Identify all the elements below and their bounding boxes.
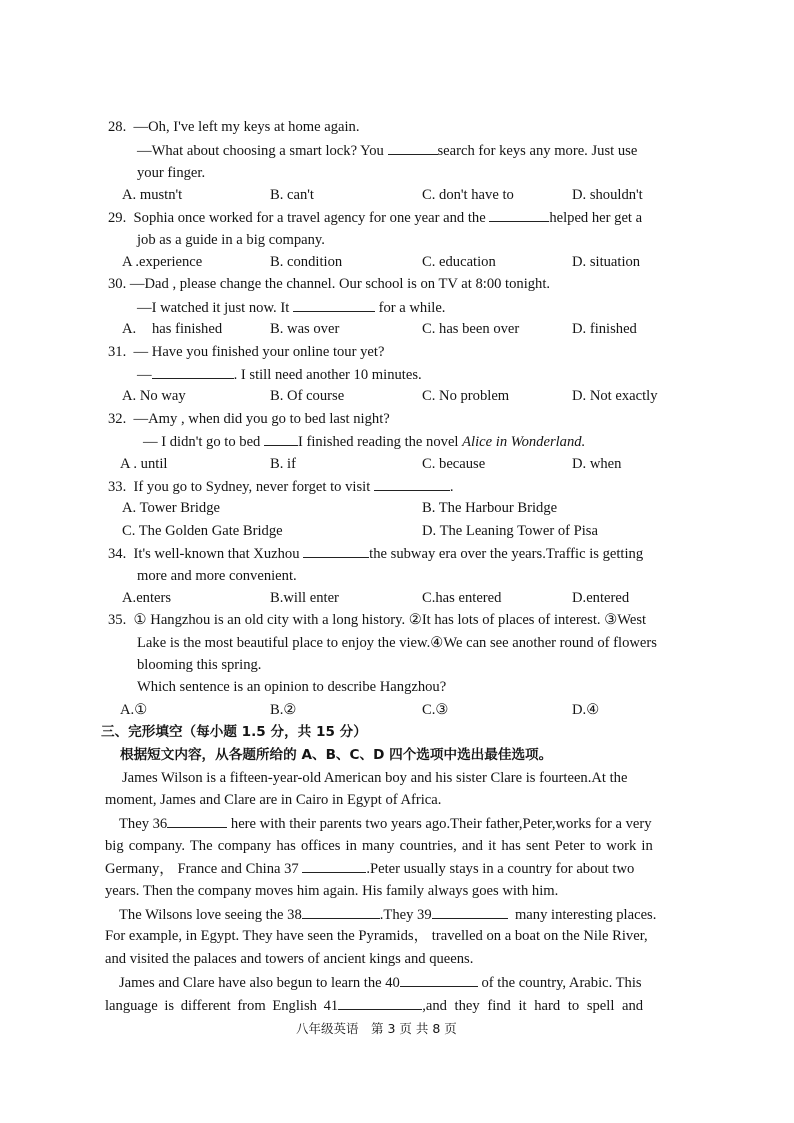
question-31-option-b: B. Of course [270, 388, 345, 404]
question-33-option-c: C. The Golden Gate Bridge [122, 523, 283, 539]
question-35-line-1: 35. ① Hangzhou is an old city with a long history. ②It has lots of places of interest. ③West [108, 612, 647, 628]
question-29-option-a: A .experience [122, 254, 203, 270]
question-32-option-b: B. if [270, 456, 296, 472]
answer-blank [264, 432, 298, 446]
question-32-option-d: D. when [572, 456, 622, 472]
passage-p4-line-1: James and Clare have also begun to learn the 40 of the country, Arabic. This [119, 975, 642, 991]
section-3-instruction: 根据短文内容，从各题所给的 A、B、C、D 四个选项中选出最佳选项。 [120, 747, 553, 763]
question-35-option-c: C.③ [422, 702, 449, 718]
question-34-option-a: A.enters [122, 590, 172, 606]
question-33-option-d: D. The Leaning Tower of Pisa [422, 523, 598, 539]
question-29-option-d: D. situation [572, 254, 641, 270]
question-34-line-1: 34. It's well-known that Xuzhou the subway era over the years.Traffic is getting [108, 546, 644, 562]
question-30-option-c: C. has been over [422, 321, 520, 337]
question-31-option-a: A. No way [122, 388, 186, 404]
question-34-option-c: C.has entered [422, 590, 502, 606]
question-29-line-2: job as a guide in a big company. [137, 232, 325, 248]
question-33-option-a: A. Tower Bridge [122, 500, 221, 516]
question-30-option-a: has finished [152, 321, 223, 337]
question-31-line-1: 31. — Have you finished your online tour yet? [108, 344, 385, 360]
answer-blank [388, 141, 438, 155]
question-33-line-1: 33. If you go to Sydney, never forget to visit . [108, 479, 454, 495]
answer-blank [302, 859, 366, 873]
passage-p3-line-2: For example, in Egypt. They have seen the Pyramids， travelled on a boat on the Nile River, [105, 928, 648, 944]
question-35-option-b: B.② [270, 702, 297, 718]
question-28-option-d: D. shouldn't [572, 187, 643, 203]
passage-p4-line-2: language is different from English 41 ,and they find it hard to spell and [105, 998, 644, 1014]
question-30-option-b: B. was over [270, 321, 340, 337]
answer-blank [400, 973, 478, 987]
passage-p2-line-1: They 36 here with their parents two years ago.Their father,Peter,works for a very [119, 816, 652, 832]
question-29-line-1: 29. Sophia once worked for a travel agency for one year and the helped her get a [108, 210, 643, 226]
question-32-option-a: A . until [120, 456, 168, 472]
question-29-option-b: B. condition [270, 254, 343, 270]
question-32-line-1: 32. —Amy , when did you go to bed last night? [108, 411, 390, 427]
answer-blank [374, 477, 450, 491]
question-32-option-c: C. because [422, 456, 486, 472]
question-35-line-2: Lake is the most beautiful place to enjoy the view.④We can see another round of flowers [137, 635, 657, 651]
answer-blank [293, 298, 375, 312]
question-30-line-2: —I watched it just now. It for a while. [137, 300, 446, 316]
question-34-option-d: D.entered [572, 590, 630, 606]
page-footer: 八年级英语 第 3 页 共 8 页 [296, 1021, 457, 1036]
passage-p2-line-2: big company. The company has offices in many countries, and it has sent Peter to work in [105, 838, 653, 854]
section-3-heading: 三、完形填空（每小题 1.5 分，共 15 分） [101, 724, 367, 740]
question-35-line-4: Which sentence is an opinion to describe Hangzhou? [137, 679, 447, 695]
answer-blank [302, 905, 380, 919]
passage-p1-line-1: James Wilson is a fifteen-year-old American boy and his sister Clare is fourteen.At the [122, 770, 628, 786]
question-30-line-1: 30. —Dad , please change the channel. Our school is on TV at 8:00 tonight. [108, 276, 551, 292]
question-28-option-a: A. mustn't [122, 187, 183, 203]
answer-blank [167, 814, 227, 828]
answer-blank [152, 365, 234, 379]
passage-p2-line-3: Germany， France and China 37 .Peter usually stays in a country for about two [105, 861, 635, 877]
question-31-option-d: D. Not exactly [572, 388, 658, 404]
question-34-line-2: more and more convenient. [137, 568, 297, 584]
passage-p2-line-4: years. Then the company moves him again. His family always goes with him. [105, 883, 559, 899]
question-28-line-2: —What about choosing a smart lock? You search for keys any more. Just use [137, 143, 638, 159]
question-35-option-a: A.① [120, 702, 148, 718]
question-28-line-3: your finger. [137, 165, 206, 181]
question-31-option-c: C. No problem [422, 388, 510, 404]
question-33-option-b: B. The Harbour Bridge [422, 500, 558, 516]
question-35-line-3: blooming this spring. [137, 657, 262, 673]
passage-p1-line-2: moment, James and Clare are in Cairo in Egypt of Africa. [105, 792, 442, 808]
answer-blank [303, 544, 369, 558]
question-32-line-2: — I didn't go to bed I finished reading the novel Alice in Wonderland. [143, 434, 586, 450]
question-28-option-c: C. don't have to [422, 187, 514, 203]
question-31-line-2: — . I still need another 10 minutes. [137, 367, 422, 383]
answer-blank [338, 996, 422, 1010]
question-30-option-a-letter: A. [122, 321, 137, 337]
question-34-option-b: B.will enter [270, 590, 339, 606]
question-30-option-d: D. finished [572, 321, 637, 337]
question-28-option-b: B. can't [270, 187, 314, 203]
question-29-option-c: C. education [422, 254, 496, 270]
answer-blank [432, 905, 508, 919]
question-28-line-1: 28. —Oh, I've left my keys at home again. [108, 119, 360, 135]
passage-p3-line-3: and visited the palaces and towers of ancient kings and queens. [105, 951, 474, 967]
question-35-option-d: D.④ [572, 702, 600, 718]
passage-p3-line-1: The Wilsons love seeing the 38 .They 39 many interesting places. [119, 907, 657, 923]
answer-blank [489, 208, 549, 222]
